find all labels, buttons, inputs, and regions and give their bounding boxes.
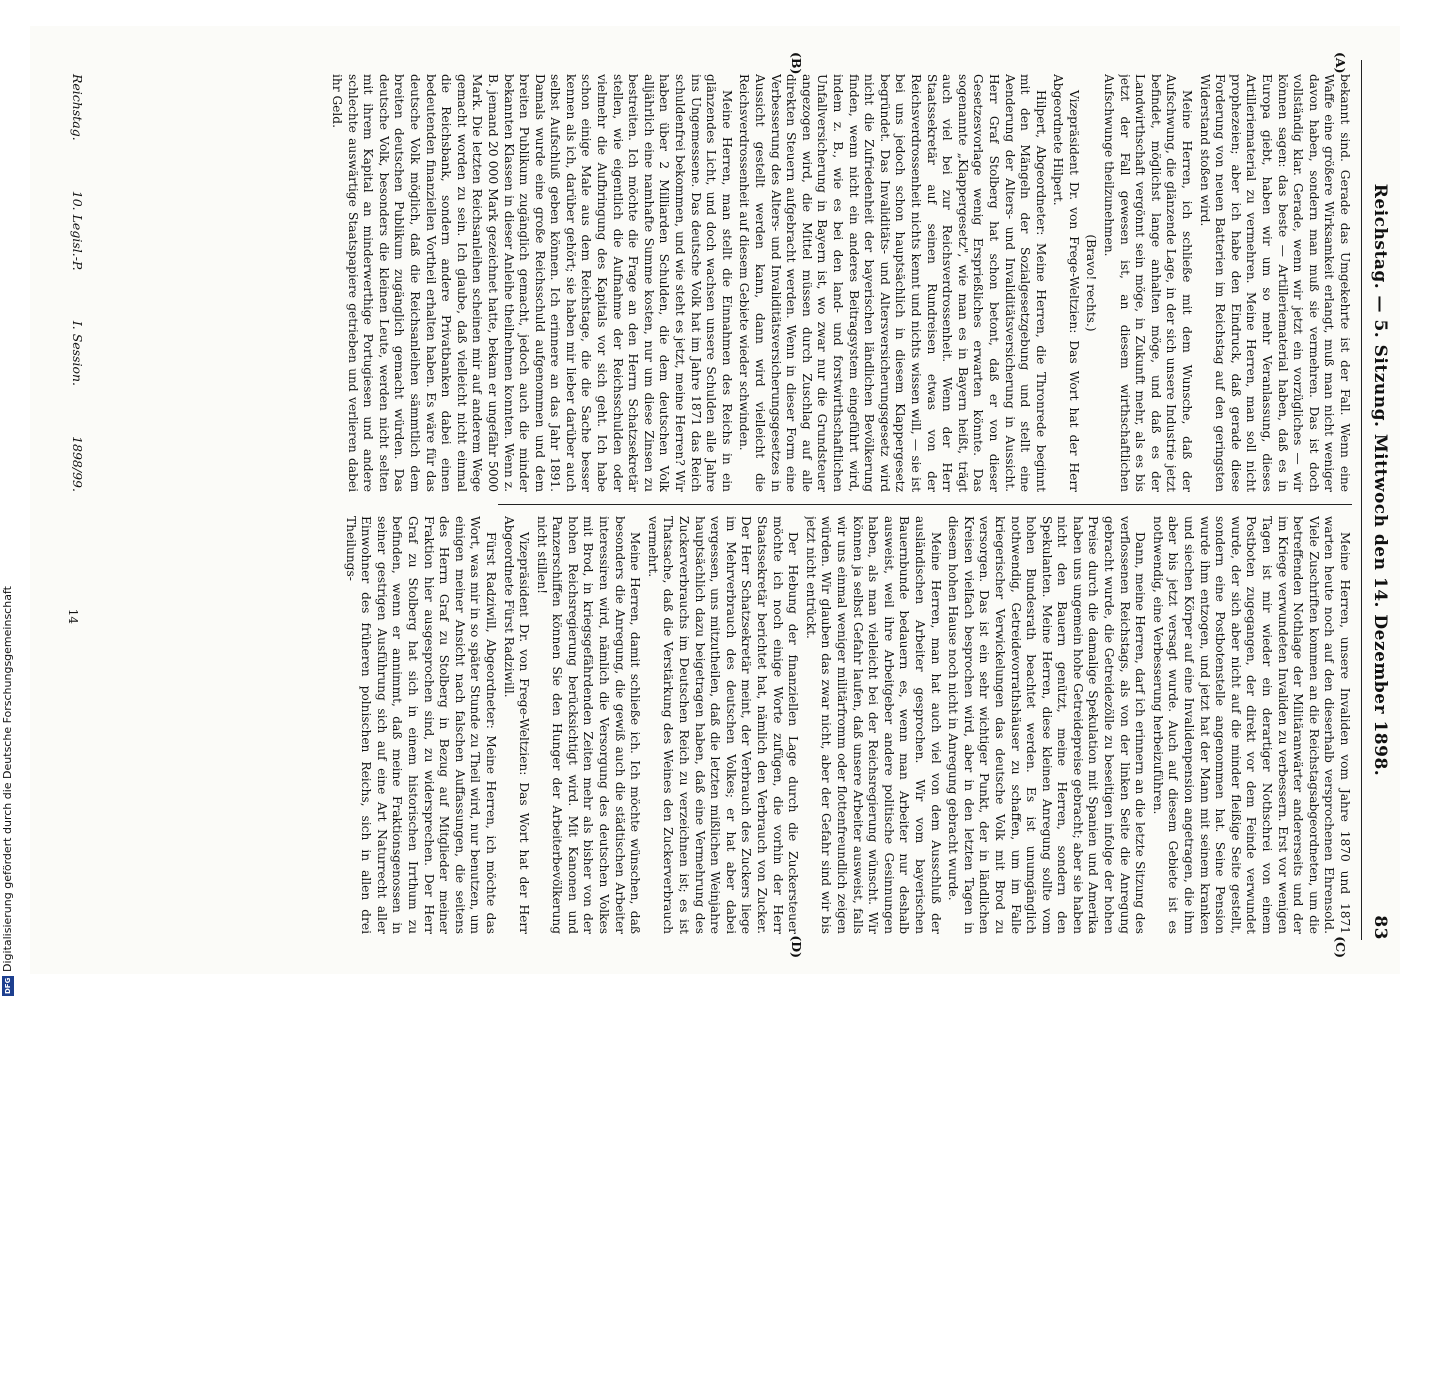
right-column <box>90 516 1352 934</box>
margin-marker-a: (A) <box>1333 52 1348 74</box>
left-column <box>90 74 1352 492</box>
paragraph: Meine Herren, man hat auch viel von dem Ausschluß der ausländischen Arbeiter gesprochen. Wir vom bayerischen Bauernbunde bedauern es, wenn man Arbeiter nur deshalb ausweist, weil ihre Arbeitgeber andere politische Gesinnungen haben, als man vielleicht bei der Reichsregierung wünscht. Wir können ja selbst Gefahr laufen, daß unsere Arbeiter ausweist, falls wir uns einmal weniger militärfromm oder flottenfreundlich zeigen würden. Wir glauben das zwar nicht, aber der Gefahr sind wir bis jetzt nicht entrückt. <box>803 516 943 934</box>
margin-marker-b: (B) <box>789 52 804 75</box>
column-divider <box>498 504 1352 505</box>
interjection: (Bravo! rechts.) <box>1084 234 1099 332</box>
paragraph: Fürst Radziwill, Abgeordneter: Meine Herren, ich möchte das Wort, was mir in so später Stunde zu Theil wird, nur benutzen, um einigen meiner Ansicht nach falschen Auffassungen, die seitens des Herrn Graf zu Stolberg in Bezug auf Mitglieder meiner Fraktion hier ausgesprochen sind, zu widersprechen. Der Herr Graf zu Stolberg hat sich in einem historischen Irrthum zu befinden, wenn er annimmt, daß meine Fraktionsgenossen in seiner gestrigen Ausführung sich auf eine Art Naturrecht aller Einwohner des früheren polnischen Reichs, sich in allen drei Theilungs- <box>343 516 498 934</box>
paragraph: Der Hebung der finanziellen Lage durch die Zuckersteuer möchte ich noch einige Worte zufügen, die vorhin der Herr Staatssekretär berichtet hat, nämlich den Verbrauch von Zucker. Der Herr Schatzsekretär meint, der Verbrauch des Zuckers liege im Mehrverbrauch des deutschen Volkes; er hat aber dabei vergessen, uns mitzutheilen, daß die letzten mißlichen Weinjahre hauptsächlich dazu beigetragen haben, daß eine Vermehrung des Zuckerverbrauchs im Deutschen Reich zu verzeichnen ist; es ist Thatsache, daß die Verstärkung des Weines den Zuckerverbrauch vermehrt. <box>645 516 801 934</box>
scanned-page <box>30 26 1400 974</box>
credit-text: Digitalisierung gefördert durch die Deutsche Forschungsgemeinschaft <box>1 586 14 972</box>
page-title: Reichstag. — 5. Sitzung. Mittwoch den 14. Dezember 1898. <box>1370 183 1390 777</box>
paragraph: Vizepräsident Dr. von Frege-Weltzien: Das Wort hat der Herr Abgeordnete Fürst Radziwill. <box>501 516 532 934</box>
dfg-logo: DFG <box>4 977 12 995</box>
rotated-page <box>66 26 1400 1396</box>
paragraph: Meine Herren, damit schließe ich. Ich möchte wünschen, daß besonders die Anregung, die gewiß auch die städtischen Arbeiter interessiren wird, nämlich die Versorgung des deutschen Volkes mit Brod, in kriegsgefährdenden Zeiten mehr als bisher von der hohen Reichsregierung berücksichtigt wird. Mit Kanonen und Panzerschiffen können Sie den Hunger der Arbeiterbevölkerung nicht stillen! <box>534 516 643 934</box>
paragraph: Dann, meine Herren, darf ich erinnern an die letzte Sitzung des verflossenen Reichstags, als von der linken Seite die Anregung gebracht wurde, die Getreidezölle zu beseitigen infolge der hohen Preise durch die damalige Spekulation mit Spanien und Amerika haben uns ungemein hohe Getreidepreise gebracht; aber sie haben nicht den Bauern genützt, meine Herren, sondern den Spekulanten. Meine Herren, diese kleinen Anregung sollte vom hohen Bundesrath beachtet werden. Es ist unumgänglich nothwendig, Getreidevorrathshäuser zu schaffen, um im Falle kriegerischer Verwickelungen das deutsche Volk mit Brod zu versorgen. Das ist ein sehr wichtiger Punkt, der in ländlichen Kreisen vielfach besprochen wird, aber in den letzten Tagen in diesem hohen Hause noch nicht in Anregung gebracht wurde. <box>946 516 1148 934</box>
page-footer <box>70 74 85 492</box>
paragraph: Meine Herren, ich schließe mit dem Wunsche, daß der Aufschwung, die glänzende Lage, in der sich unsere Industrie jetzt befindet, möglichst lange anhalten möge, und daß es der Landwirthschaft vergönnt sein möge, in Zukunft mehr, als es bis jetzt der Fall gewesen ist, an diesem wirthschaftlichen Aufschwunge theilzunehmen. <box>1102 74 1195 492</box>
running-head <box>1364 60 1390 940</box>
paragraph: bekannt sind. Gerade das Umgekehrte ist der Fall. Wenn eine Waffe eine größere Wirksamkeit erlangt, muß man nicht weniger davon haben, sondern man muß sie vermehren. Das ist doch vollständig klar. Gerade, wenn wir jetzt ein vorzügliches — wir können sagen: das beste — Artilleriematerial haben, daß es in Europa giebt, haben wir um so mehr Veranlassung, dieses Artilleriematerial zu vermehren. Meine Herren, man soll nicht prophezeien; aber ich habe den Eindruck, daß gerade diese Forderung von neuen Batterien im Reichstag auf den geringsten Widerstand stoßen wird. <box>1197 74 1352 492</box>
header-rule <box>1361 60 1362 940</box>
printer-signature: 14 <box>66 608 80 624</box>
page-content <box>30 26 1400 974</box>
footer-legislature: 10. Legisl.-P. <box>70 190 85 271</box>
footer-session: I. Session. <box>70 320 85 387</box>
page-number: 83 <box>1370 915 1390 940</box>
footer-years: 1898/99. <box>70 436 85 492</box>
paragraph: Vizepräsident Dr. von Frege-Weltzien: Das Wort hat der Herr Abgeordnete Hilpert. <box>1051 74 1081 492</box>
paragraph: Meine Herren, unsere Invaliden vom Jahre 1870 und 1871 warten heute noch auf den dieserhalb versprochenen Ehrensold. Viele Zuschriften kommen an die Reichstagsabgeordneten, um die betreffenden Nothlage der Militäranwärter andererseits und der im Kriege verwundeten Invaliden zu verbessern. Erst vor wenigen Tagen ist mir wieder ein derartiger Nothschrei von einem Postboten zugegangen, der direkt vor dem Feinde verwundet wurde, der sich aber nicht auf die minder fleißige Seite gestellt, sondern eine Postbotenstelle angenommen hat. Seine Pension wurde ihm entzogen, und jetzt hat der Mann mit seinem kranken und siechen Körper auf eine Invalidenpension angetragen, die ihm aber bis jetzt versagt wurde. Auch auf diesem Gebiete ist es nothwendig, eine Verbesserung herbeizuführen. <box>1150 516 1352 934</box>
paragraph: Hilpert, Abgeordneter: Meine Herren, die Thronrede beginnt mit den Mängeln der Sozialgesetzgebung und stellt eine Aenderung der Alters- und Invaliditätsversicherung in Aussicht. Herr Graf Stolberg hat schon betont, daß er von dieser Gesetzesvorlage wenig Ersprießliches erwarten könnte. Das sogenannte „Klappergesetz", wie man es in Bayern heißt, trägt auch viel bei zur Reichsverdrossenheit. Wenn der Herr Staatssekretär auf seinen Rundreisen etwas von der Reichsverdrossenheit nichts kennt und nichts wissen will, — sie ist bei uns jedoch schon hauptsächlich in diesem Klappergesetz begründet. Das Invaliditäts- und Altersversicherungsgesetz wird nicht die Zufriedenheit der bayerischen ländlichen Bevölkerung finden, wenn nicht ein anderes Beitragsystem eingeführt wird, indem z. B., wie es bei den land- und forstwirthschaftlichen Unfallversicherung in Bayern ist, wo zwar nur die Grundsteuer angezogen wird, die Mittel müssen durch Zuschlag auf alle direkten Steuern aufgebracht werden. Wenn in dieser Form eine Verbesserung des Alters- und Invaliditätsversicherungsgesetzes in Aussicht gestellt werden kann, dann wird vielleicht die Reichsverdrossenheit auf diesem Gebiete wieder schwinden. <box>737 74 1048 492</box>
footer-reichstag: Reichstag. <box>70 74 85 141</box>
margin-marker-c: (C) <box>1333 936 1348 958</box>
paragraph: Meine Herren, man stellt die Einnahmen des Reichs in ein glänzendes Licht, und doch wachsen unsere Schulden alle Jahre ins Ungemessene. Das deutsche Volk hat im Jahre 1871 das Reich schuldenfrei bekommen, und wie steht es jetzt, meine Herren? Wir haben über 2 Milliarden Schulden, die dem deutschen Volk alljährlich eine namhafte Summe kosten, nur um diese Zinsen zu bestreiten. Ich möchte die Frage an den Herrn Schatzsekretär stellen, wie eigentlich die Aufnahme der Reichsschulden oder vielmehr die Aufbringung des Kapitals vor sich geht. Ich habe schon einige Male aus dem Reichstage, die die Sache besser kennen als ich, darüber gehört; sie haben mir lieber darüber auch selbst Aufschluß geben können. Ich erinnere an das Jahr 1891. Damals wurde eine große Reichsschuld aufgenommen und dem breiten Publikum zugänglich gemacht, jedoch auch die minder bekannten Klassen in dieser Anleihe theilnehmen konnten. Wenn z. B. jemand 20 000 Mark gezeichnet hatte, bekam er ungefähr 5000 Mark. Die letzten Reichsanleihen scheinen mir auf anderem Wege gemacht worden zu sein. Ich glaube, daß vielleicht nicht einmal die Reichsbank, sondern andere Privatbanken dabei einen bedeutenden finanziellen Vortheil erhalten haben. Es wäre für das deutsche Volk möglich, daß die Reichsanleihen sämmtlich dem breiten deutschen Publikum zugänglich gemacht würden. Das deutsche Volk, besonders die kleinen Leute, werden nicht selten mit ihrem Kapital an minderwerthige Portugiesen und andere schlechte auswärtige Staatspapiere getrieben und verlieren dabei ihr Geld. <box>330 74 734 492</box>
margin-marker-d: (D) <box>789 935 804 958</box>
digitization-credit <box>0 0 16 1000</box>
